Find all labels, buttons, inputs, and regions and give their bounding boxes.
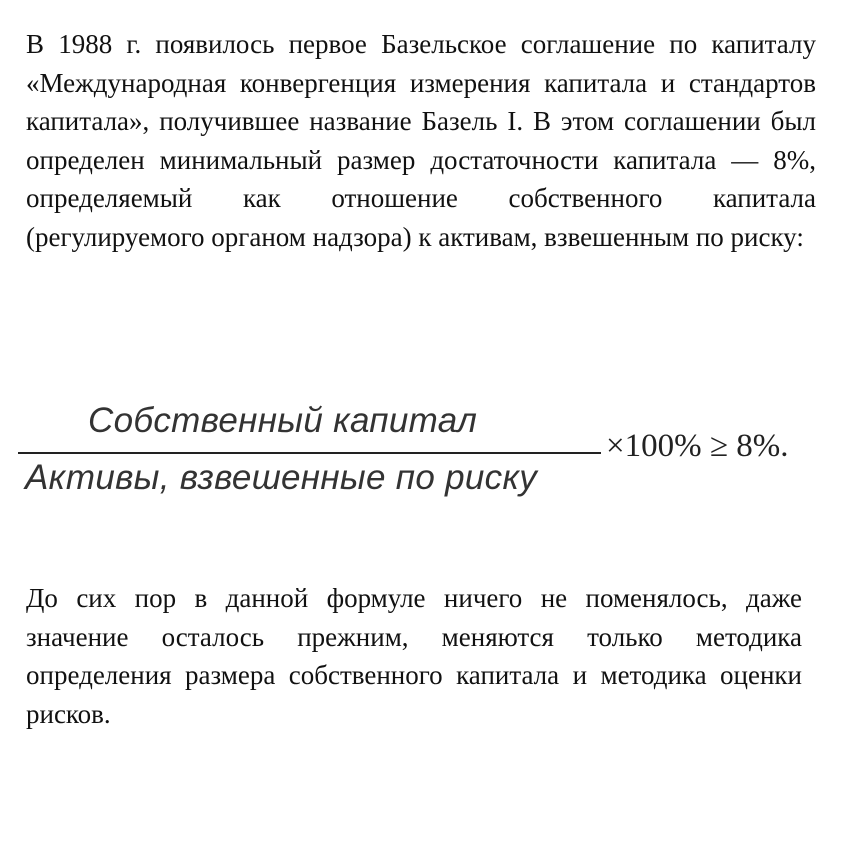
intro-paragraph: В 1988 г. появилось первое Базельское соглашение по капиталу «Международная конвергенция измерения капитала и стандартов капитала», получившее название Базель I. В этом соглашении был определен минимальный размер достаточности капитала — 8%, определяемый как отношение собственного капитала (регулируемого органом надзора) к активам, взвешенным по риску: xyxy=(26,29,816,252)
formula-fraction xyxy=(18,398,601,508)
formula-right-hand-side: ×100% ≥ 8%. xyxy=(606,428,789,464)
formula-numerator: Собственный капитал xyxy=(88,401,478,440)
fraction-bar xyxy=(18,452,601,454)
capital-adequacy-formula xyxy=(18,398,833,508)
formula-denominator: Активы, взвешенные по риску xyxy=(25,458,538,497)
conclusion-paragraph: До сих пор в данной формуле ничего не поменялось, даже значение осталось прежним, меняются только методика определения размера собственного капитала и методика оценки рисков. xyxy=(26,583,802,729)
